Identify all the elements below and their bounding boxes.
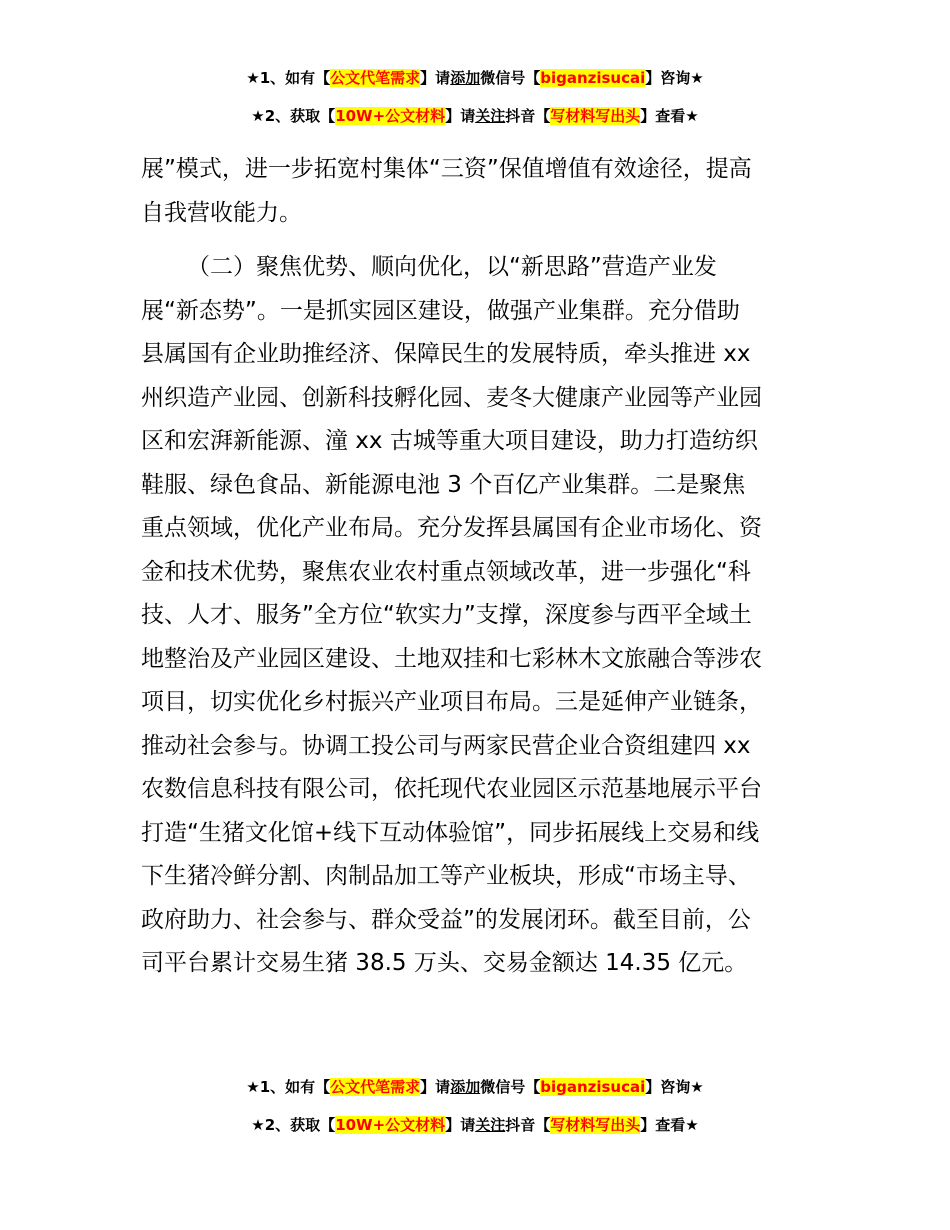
paragraph-2-line: 县属国有企业助推经济、保障民生的发展特质，牵头推进 xx <box>141 341 751 367</box>
header-line2-text: 】请 <box>445 107 476 125</box>
header-line1-prefix: ★1、如有【 <box>246 69 331 87</box>
paragraph-2-line: 展“新态势”。一是抓实园区建设，做强产业集群。充分借助 <box>141 297 740 324</box>
paragraph-2-line: 项目，切实优化乡村振兴产业项目布局。三是延伸产业链条， <box>141 689 762 715</box>
paragraph-2-line: 司平台累计交易生猪 38.5 万头、交易金额达 14.35 亿元。 <box>141 950 748 976</box>
footer-line1-text: 】请 <box>420 1078 451 1096</box>
footer-line2-suffix: 】查看★ <box>640 1116 699 1134</box>
header-line1-text-2: 微信号【 <box>480 69 541 87</box>
header-line2-text-2: 抖音【 <box>505 107 551 125</box>
header-line1-highlight-wechat: biganzisucai <box>540 69 646 87</box>
footer-promo-line-1 <box>0 1076 950 1098</box>
paragraph-2-line: 重点领域，优化产业布局。充分发挥县属国有企业市场化、资 <box>141 515 762 541</box>
footer-line2-text-2: 抖音【 <box>505 1116 551 1134</box>
footer-line1-highlight-service: 公文代笔需求 <box>330 1078 421 1096</box>
paragraph-2-line: 技、人才、服务”全方位“软实力”支撑，深度参与西平全域土 <box>141 602 752 628</box>
header-line1-text: 】请 <box>420 69 451 87</box>
paragraph-2-line: 州织造产业园、创新科技孵化园、麦冬大健康产业园等产业园 <box>141 384 762 411</box>
header-line2-prefix: ★2、获取【 <box>251 107 336 125</box>
paragraph-2-line: 农数信息科技有限公司，依托现代农业园区示范基地展示平台 <box>141 776 762 802</box>
header-line1-suffix: 】咨询★ <box>645 69 704 87</box>
footer-line1-highlight-wechat: biganzisucai <box>540 1078 646 1096</box>
paragraph-1-line: 展”模式，进一步拓宽村集体“三资”保值增值有效途径，提高 <box>141 156 752 182</box>
paragraph-2-line: 下生猪冷鲜分割、肉制品加工等产业板块，形成“市场主导、 <box>141 863 751 889</box>
paragraph-2-line: 地整治及产业园区建设、土地双挂和七彩林木文旅融合等涉农 <box>141 645 762 672</box>
paragraph-2-line: 鞋服、绿色食品、新能源电池 3 个百亿产业集群。二是聚焦 <box>141 471 746 498</box>
paragraph-2-line: 政府助力、社会参与、群众受益”的发展闭环。截至目前，公 <box>141 906 751 933</box>
paragraph-2-line: 金和技术优势，聚焦农业农村重点领域改革，进一步强化“科 <box>141 558 751 585</box>
header-promo-line-1 <box>0 67 950 89</box>
footer-promo-line-2 <box>0 1114 950 1136</box>
footer-line1-text-2: 微信号【 <box>480 1078 541 1096</box>
footer-line2-highlight-materials: 10W+公文材料 <box>335 1116 446 1134</box>
paragraph-2-line: 打造“生猪文化馆+线下互动体验馆”，同步拓展线上交易和线 <box>141 819 760 846</box>
footer-line1-suffix: 】咨询★ <box>645 1078 704 1096</box>
paragraph-2-line: （二）聚焦优势、顺向优化，以“新思路”营造产业发 <box>187 254 717 280</box>
footer-line2-highlight-douyin: 写材料写出头 <box>550 1116 641 1134</box>
header-line2-suffix: 】查看★ <box>640 107 699 125</box>
footer-line1-prefix: ★1、如有【 <box>246 1078 331 1096</box>
header-line1-underline: 添加 <box>450 69 481 87</box>
header-line2-highlight-douyin: 写材料写出头 <box>550 107 641 125</box>
header-line2-highlight-materials: 10W+公文材料 <box>335 107 446 125</box>
footer-line2-underline: 关注 <box>475 1116 506 1134</box>
footer-line1-underline: 添加 <box>450 1078 481 1096</box>
paragraph-1-line: 自我营收能力。 <box>141 199 302 226</box>
paragraph-2 <box>141 246 821 986</box>
footer-line2-text: 】请 <box>445 1116 476 1134</box>
header-line1-highlight-service: 公文代笔需求 <box>330 69 421 87</box>
footer-line2-prefix: ★2、获取【 <box>251 1116 336 1134</box>
paragraph-1 <box>141 148 821 235</box>
header-promo-line-2 <box>0 105 950 127</box>
paragraph-2-line: 区和宏湃新能源、潼 xx 古城等重大项目建设，助力打造纺织 <box>141 428 758 454</box>
paragraph-2-line: 推动社会参与。协调工投公司与两家民营企业合资组建四 xx <box>141 732 751 759</box>
header-line2-underline: 关注 <box>475 107 506 125</box>
